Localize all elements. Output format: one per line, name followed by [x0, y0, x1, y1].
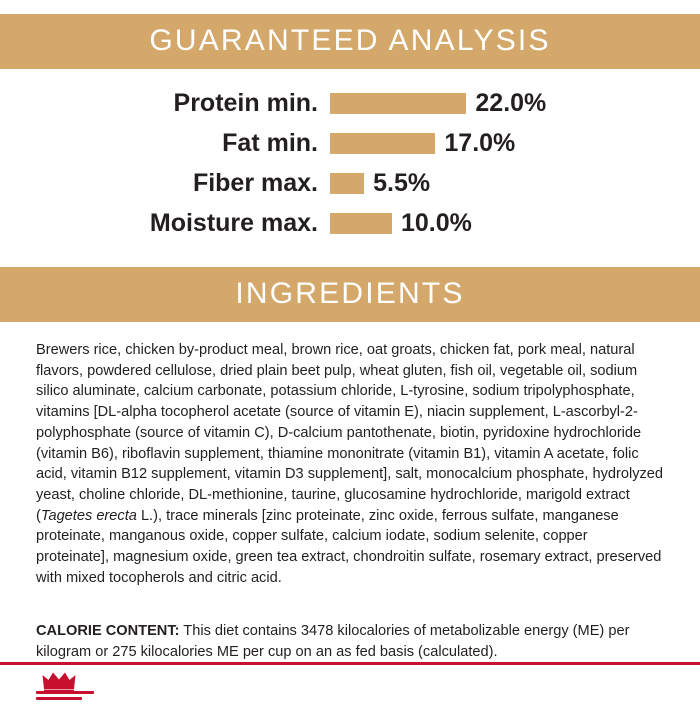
- crown-icon: [42, 671, 76, 691]
- ingredients-paragraph: [36, 340, 664, 589]
- bar-wrapper: [330, 169, 700, 198]
- wordmark-line-1: [36, 691, 94, 694]
- ingredients-heading: INGREDIENTS: [0, 267, 700, 322]
- bar-fiber: [330, 173, 364, 194]
- calorie-content-text: This diet contains 3478 kilocalories of metabolizable energy (ME) per kilogram or 275 kilocalories ME per cup on an as fed basis (calculated).: [36, 623, 630, 660]
- ingredients-text-italic: Tagetes erecta: [40, 507, 137, 524]
- nutrient-label-moisture: Moisture max.: [149, 208, 318, 237]
- nutrient-label-protein: Protein min.: [173, 88, 318, 117]
- brand-wordmark: [36, 691, 112, 703]
- page-footer: [0, 662, 700, 714]
- nutrient-label-fat: Fat min.: [222, 128, 318, 157]
- nutrient-label-fiber: Fiber max.: [192, 168, 318, 197]
- calorie-content-paragraph: [36, 621, 664, 662]
- bar-wrapper: [330, 89, 700, 118]
- nutrient-value-protein: 22.0%: [475, 88, 547, 117]
- ingredients-text-part2: L.), trace minerals [zinc proteinate, zinc oxide, ferrous sulfate, manganese proteinate, manganous oxide, copper sulfate, calcium iodate, sodium selenite, copper proteinate], magnesium oxide, green tea extract, chondroitin sulfate, rosemary extract, preserved with mixed tocopherols and citric acid.: [36, 507, 662, 586]
- chart-row: [0, 83, 700, 123]
- bar-fat: [330, 133, 435, 154]
- ingredients-body: [0, 322, 700, 589]
- product-label-page: [0, 14, 700, 714]
- chart-row: [0, 203, 700, 243]
- bar-wrapper: [330, 129, 700, 158]
- chart-row: [0, 123, 700, 163]
- bar-protein: [330, 93, 466, 114]
- nutrient-value-moisture: 10.0%: [401, 208, 472, 237]
- chart-row: [0, 163, 700, 203]
- calorie-content-block: [0, 589, 700, 663]
- nutrient-value-fat: 17.0%: [444, 128, 516, 157]
- calorie-content-label: CALORIE CONTENT:: [36, 623, 180, 640]
- bar-moisture: [330, 213, 392, 234]
- guaranteed-analysis-heading: GUARANTEED ANALYSIS: [0, 14, 700, 69]
- ingredients-text-part1: Brewers rice, chicken by-product meal, brown rice, oat groats, chicken fat, pork meal, natural flavors, powdered cellulose, dried plain beet pulp, wheat gluten, fish oil, vegetable oil, sodium silico aluminate, calcium carbonate, potassium chloride, L-tyrosine, sodium tripolyphosphate, vitamins [DL-alpha tocopherol acetate (source of vitamin E), niacin supplement, L-ascorbyl-2-polyphosphate (source of vitamin C), D-calcium pantothenate, biotin, pyridoxine hydrochloride (vitamin B6), riboflavin supplement, thiamine mononitrate (vitamin B1), vitamin A acetate, folic acid, vitamin B12 supplement, vitamin D3 supplement], salt, monocalcium phosphate, hydrolyzed yeast, choline chloride, DL-methionine, taurine, glucosamine hydrochloride, marigold extract (: [36, 342, 664, 524]
- bar-wrapper: [330, 209, 700, 238]
- footer-divider: [0, 662, 700, 665]
- nutrient-value-fiber: 5.5%: [373, 168, 431, 197]
- guaranteed-analysis-chart: [0, 69, 700, 249]
